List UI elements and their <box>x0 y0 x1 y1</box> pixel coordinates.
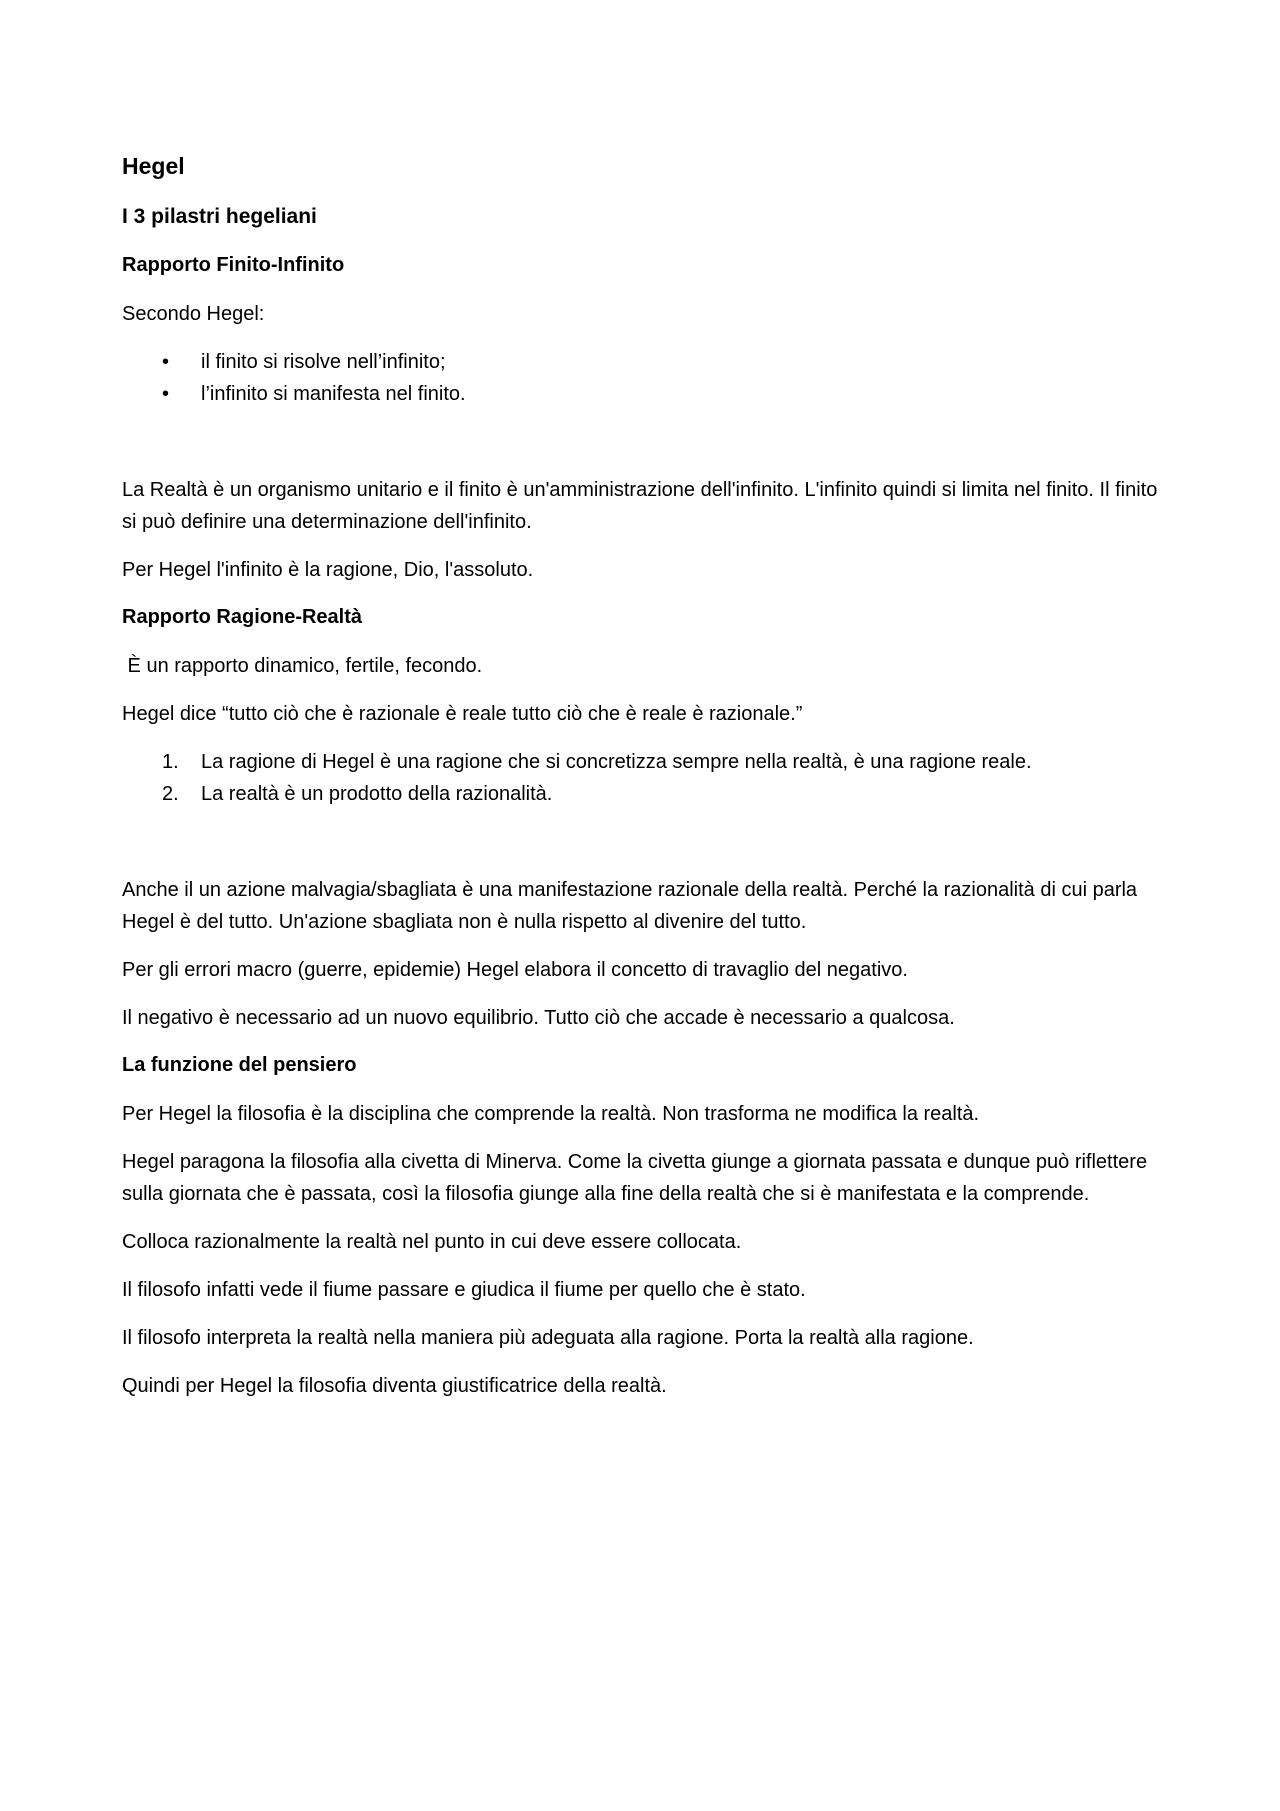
bullet-marker: • <box>162 351 170 373</box>
blank-line <box>122 826 1162 874</box>
paragraph: Colloca razionalmente la realtà nel punto in cui deve essere collocata. <box>122 1231 742 1253</box>
bullet-list <box>122 346 1162 410</box>
document-title: Hegel <box>122 153 185 179</box>
paragraph: Il filosofo infatti vede il fiume passare e giudica il fiume per quello che è stato. <box>122 1279 806 1301</box>
list-item-text: La realtà è un prodotto della razionalità. <box>201 783 553 805</box>
list-item-text: l’infinito si manifesta nel finito. <box>201 383 466 405</box>
document-page <box>122 150 1162 1418</box>
paragraph: Il filosofo interpreta la realtà nella maniera più adeguata alla ragione. Porta la realtà alla ragione. <box>122 1327 974 1349</box>
paragraph: Per gli errori macro (guerre, epidemie) Hegel elabora il concetto di travaglio del negativo. <box>122 959 908 981</box>
paragraph: Per Hegel l'infinito è la ragione, Dio, l'assoluto. <box>122 559 534 581</box>
paragraph: Hegel paragona la filosofia alla civetta di Minerva. Come la civetta giunge a giornata passata e dunque può riflettere sulla giornata che è passata, così la filosofia giunge alla fine della realtà che si è manifestata e la comprende. <box>122 1151 1148 1205</box>
section-heading-ragione-realta: Rapporto Ragione-Realtà <box>122 606 363 628</box>
number-marker: 2. <box>162 783 179 805</box>
list-item <box>122 378 1162 410</box>
list-item-text: La ragione di Hegel è una ragione che si concretizza sempre nella realtà, è una ragione reale. <box>201 751 1032 773</box>
section-heading-finito-infinito: Rapporto Finito-Infinito <box>122 254 345 276</box>
paragraph: Anche il un azione malvagia/sbagliata è una manifestazione razionale della realtà. Perché la razionalità di cui parla Hegel è del tutto. Un'azione sbagliata non è nulla rispetto al divenire del tutto. <box>122 879 1138 933</box>
number-marker: 1. <box>162 751 179 773</box>
list-item <box>122 778 1162 810</box>
quote-line: Hegel dice “tutto ciò che è razionale è reale tutto ciò che è reale è razionale.” <box>122 703 803 725</box>
section2-intro: È un rapporto dinamico, fertile, fecondo. <box>122 655 483 677</box>
list-item-text: il finito si risolve nell’infinito; <box>201 351 446 373</box>
numbered-list <box>122 746 1162 810</box>
paragraph: Il negativo è necessario ad un nuovo equilibrio. Tutto ciò che accade è necessario a qualcosa. <box>122 1007 955 1029</box>
list-item <box>122 346 1162 378</box>
list-item <box>122 746 1162 778</box>
document-subtitle: I 3 pilastri hegeliani <box>122 205 317 228</box>
bullet-marker: • <box>162 383 170 405</box>
section1-intro: Secondo Hegel: <box>122 303 265 325</box>
paragraph: Quindi per Hegel la filosofia diventa giustificatrice della realtà. <box>122 1375 667 1397</box>
paragraph: La Realtà è un organismo unitario e il finito è un'amministrazione dell'infinito. L'infinito quindi si limita nel finito. Il finito si può definire una determinazione dell'infinito. <box>122 479 1158 533</box>
paragraph: Per Hegel la filosofia è la disciplina che comprende la realtà. Non trasforma ne modifica la realtà. <box>122 1103 980 1125</box>
blank-line <box>122 426 1162 474</box>
section-heading-funzione-pensiero: La funzione del pensiero <box>122 1054 357 1076</box>
